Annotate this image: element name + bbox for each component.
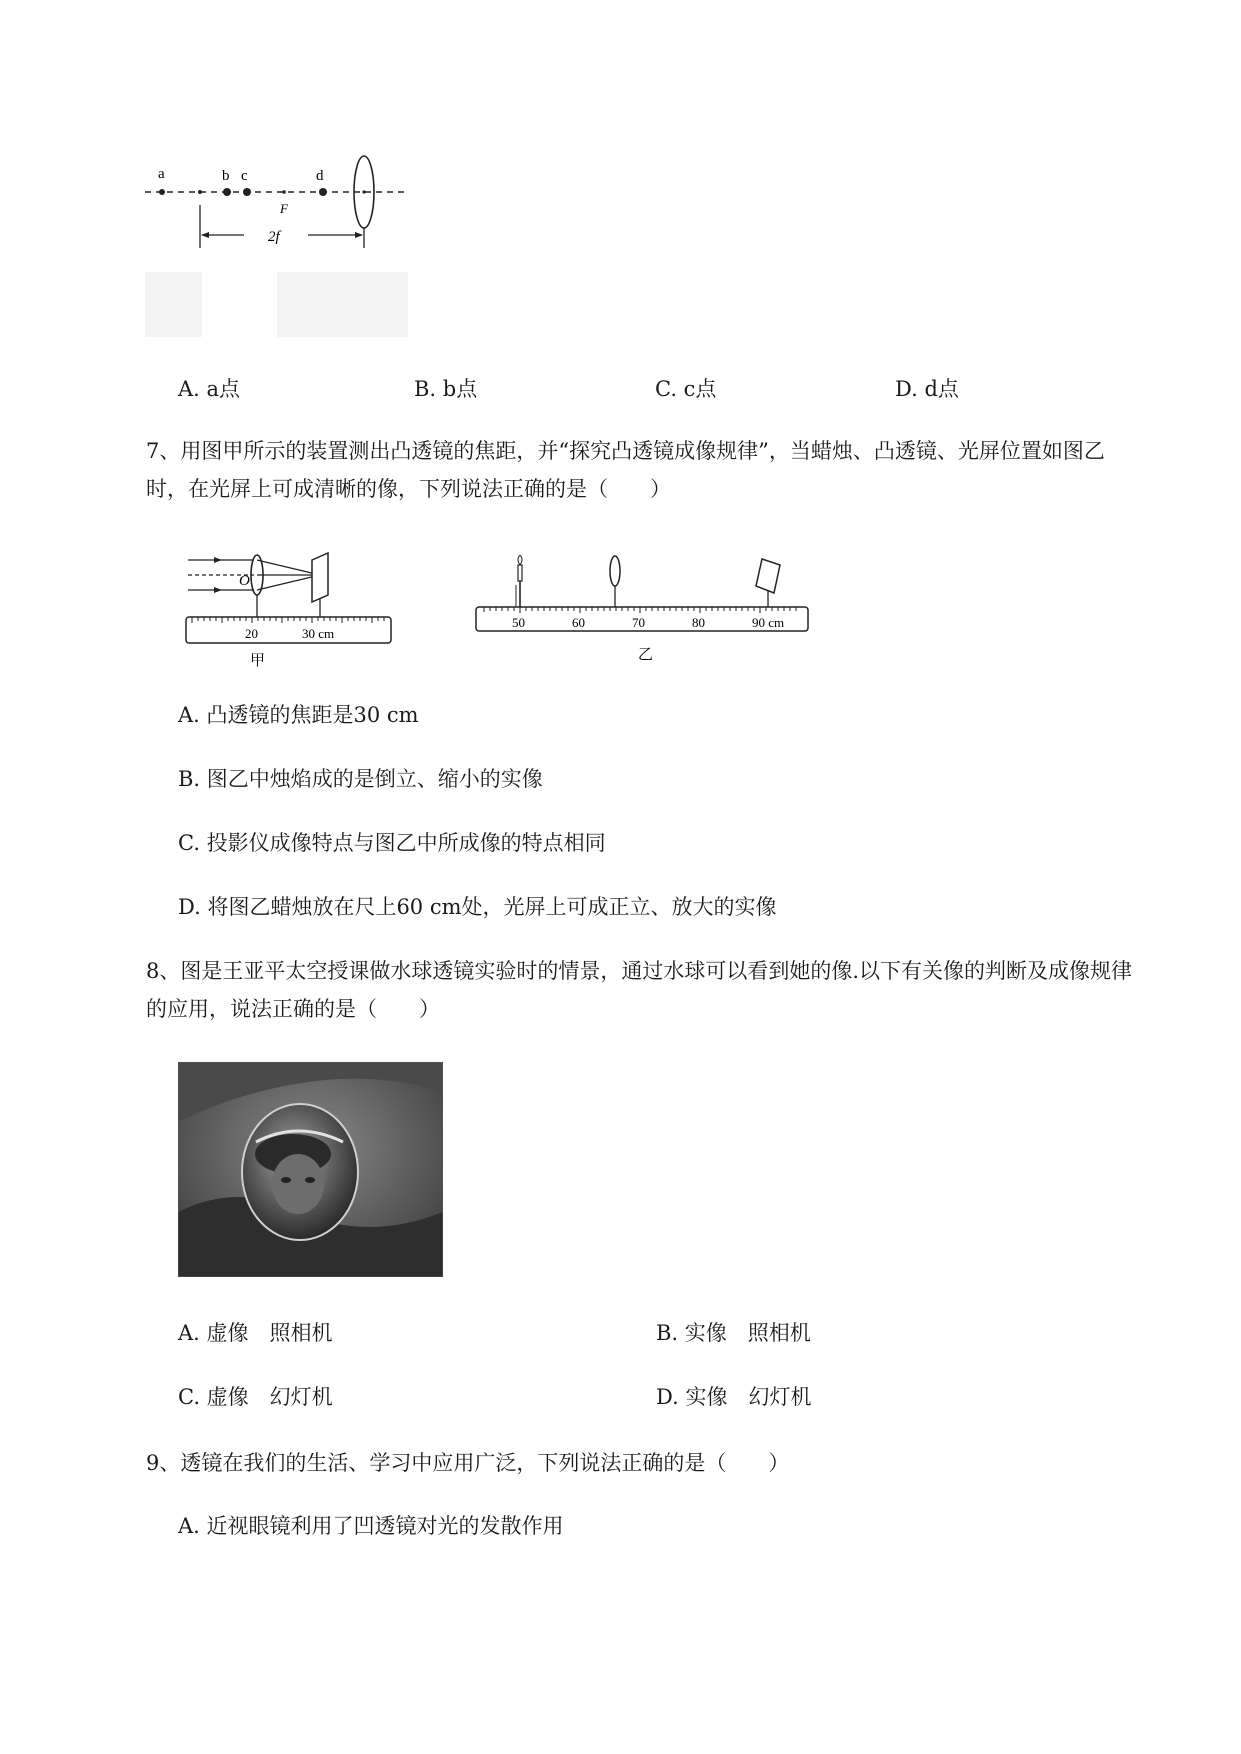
q8-water-ball-photo	[178, 1062, 443, 1277]
point-a	[159, 189, 165, 195]
point-c	[243, 188, 251, 196]
inverted-image-eye	[305, 1177, 315, 1183]
q8-option-c[interactable]: C. 虚像 幻灯机	[178, 1385, 333, 1409]
q7-option-a[interactable]: A. 凸透镜的焦距是30 cm	[178, 703, 419, 727]
refracted-ray	[257, 575, 320, 590]
q8-option-d[interactable]: D. 实像 幻灯机	[656, 1385, 812, 1409]
q7-option-b[interactable]: B. 图乙中烛焰成的是倒立、缩小的实像	[178, 767, 543, 791]
q7-figure-jia	[178, 545, 400, 670]
point-2f	[198, 190, 202, 194]
tick-30cm: 30 cm	[302, 626, 335, 641]
label-d: d	[316, 168, 324, 184]
label-b: b	[222, 168, 230, 184]
q7-option-c[interactable]: C. 投影仪成像特点与图乙中所成像的特点相同	[178, 831, 606, 855]
q9-option-a[interactable]: A. 近视眼镜利用了凹透镜对光的发散作用	[178, 1514, 564, 1538]
q7-stem: 7、用图甲所示的装置测出凸透镜的焦距，并“探究凸透镜成像规律”，当蜡烛、凸透镜、光屏位置如图乙时，在光屏上可成清晰的像，下列说法正确的是（ ）	[146, 439, 1105, 501]
q6-lens-figure	[140, 150, 420, 340]
label-O: O	[239, 573, 250, 589]
q7-figure-yi	[470, 555, 815, 670]
q8-option-b[interactable]: B. 实像 照相机	[656, 1321, 811, 1345]
refracted-ray	[257, 560, 320, 575]
dim-arrow-right	[355, 232, 363, 238]
q8-stem: 8、图是王亚平太空授课做水球透镜实验时的情景，通过水球可以看到她的像.以下有关像的判断及成像规律的应用，说法正确的是（ ）	[146, 959, 1133, 1021]
light-screen	[312, 553, 328, 602]
lens-center	[362, 190, 365, 193]
ray-arrow	[214, 557, 222, 563]
tick-80: 80	[692, 615, 705, 630]
label-F: F	[280, 201, 288, 216]
label-a: a	[158, 166, 165, 182]
caption-jia: 甲	[250, 653, 266, 669]
tick-90cm: 90 cm	[752, 615, 785, 630]
label-c: c	[241, 168, 248, 184]
label-2f: 2f	[268, 229, 280, 245]
tick-70: 70	[632, 615, 645, 630]
point-b	[223, 188, 231, 196]
q6-option-b[interactable]: B. b点	[414, 377, 478, 401]
inverted-image-eye	[281, 1177, 291, 1183]
candle	[518, 565, 522, 581]
tick-60: 60	[572, 615, 585, 630]
light-screen	[756, 559, 780, 593]
caption-yi: 乙	[638, 647, 654, 663]
tick-20: 20	[245, 626, 258, 641]
q6-option-c[interactable]: C. c点	[655, 377, 717, 401]
q7-option-d[interactable]: D. 将图乙蜡烛放在尺上60 cm处，光屏上可成正立、放大的实像	[178, 895, 777, 919]
q6-option-a[interactable]: A. a点	[178, 377, 241, 401]
figure-shading-gap	[202, 272, 277, 337]
point-f	[282, 190, 286, 194]
candle-flame	[518, 555, 522, 565]
inverted-image-face	[272, 1154, 324, 1214]
q8-option-a[interactable]: A. 虚像 照相机	[178, 1321, 333, 1345]
lens	[610, 556, 620, 586]
dim-arrow-left	[201, 232, 209, 238]
ray-arrow	[214, 587, 222, 593]
q9-stem: 9、透镜在我们的生活、学习中应用广泛，下列说法正确的是（ ）	[146, 1451, 790, 1475]
point-d	[319, 188, 327, 196]
tick-50: 50	[512, 615, 525, 630]
q6-option-d[interactable]: D. d点	[895, 377, 959, 401]
